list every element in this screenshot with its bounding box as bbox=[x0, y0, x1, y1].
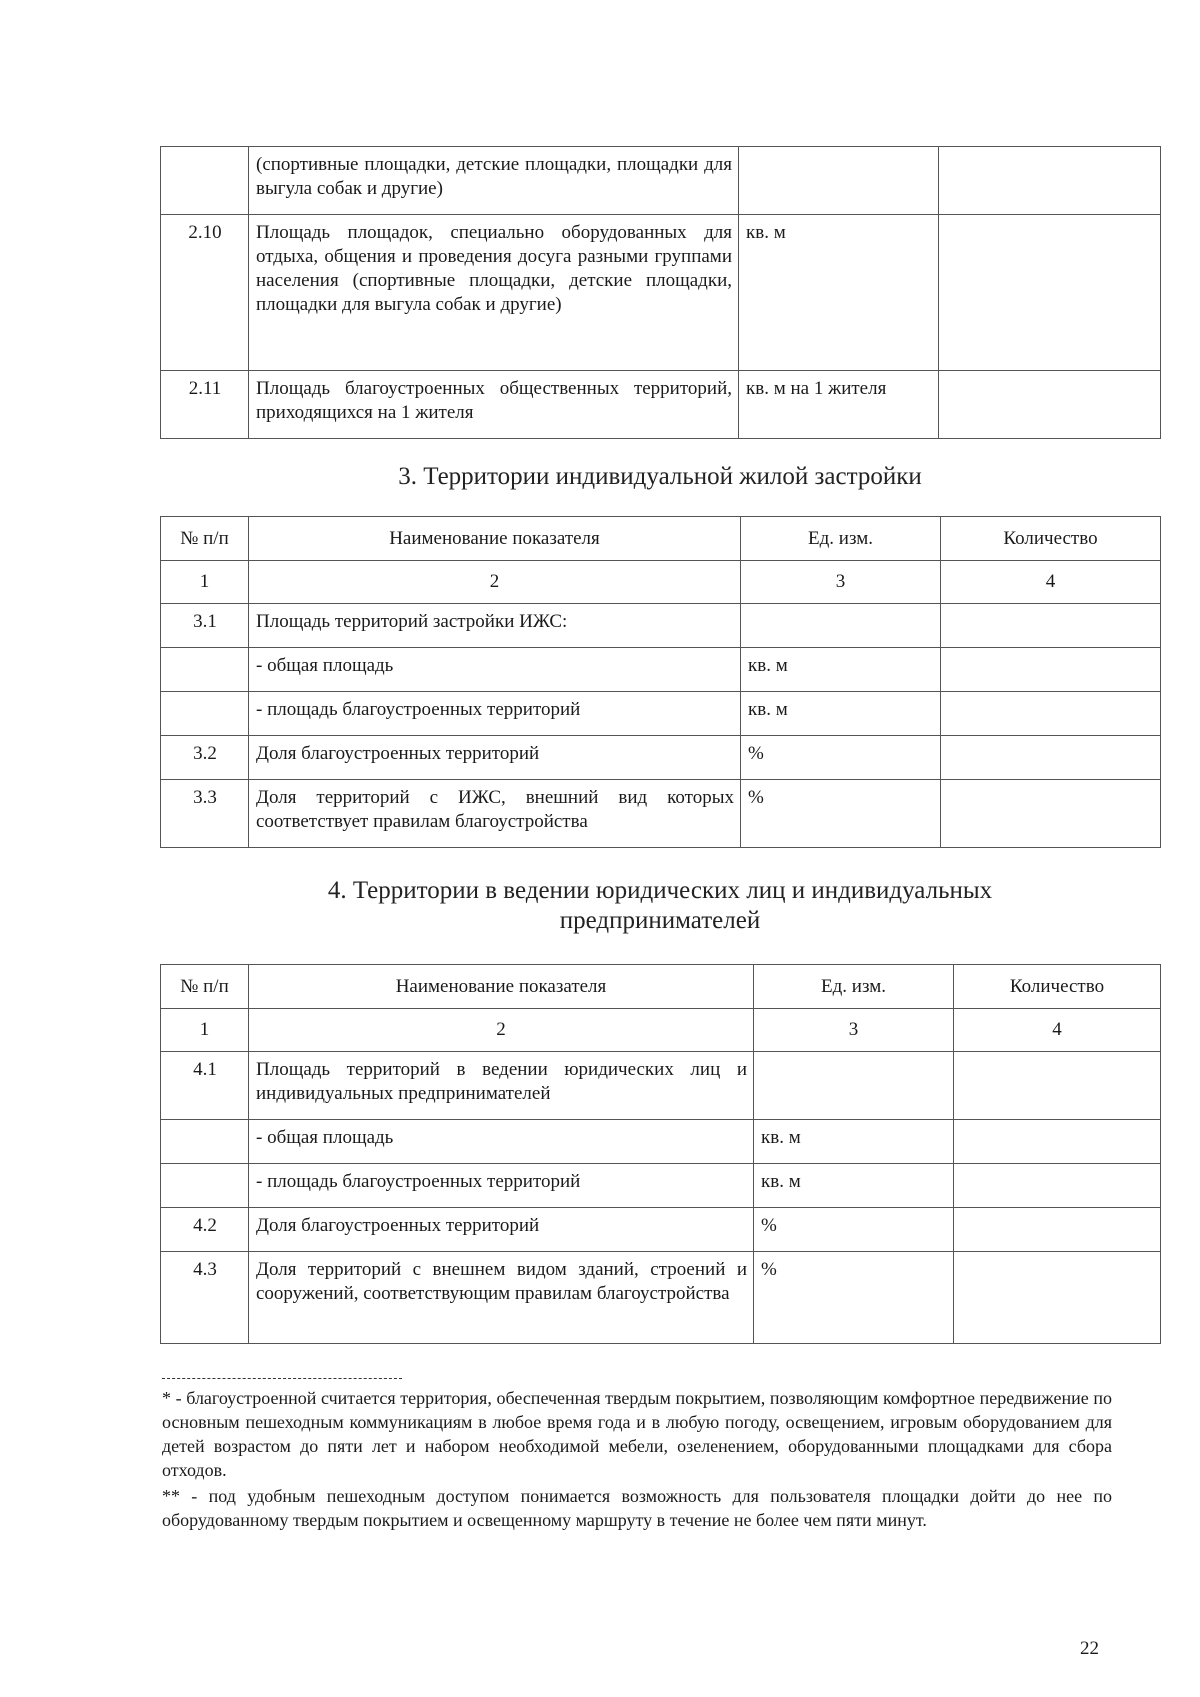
indicator-name: - общая площадь bbox=[249, 648, 741, 692]
unit: кв. м на 1 жителя bbox=[739, 371, 939, 439]
table-row bbox=[161, 371, 1161, 439]
column-number: 3 bbox=[741, 561, 941, 604]
quantity bbox=[941, 780, 1161, 848]
quantity bbox=[941, 604, 1161, 648]
table-row bbox=[161, 215, 1161, 371]
indicator-name: - площадь благоустроенных территорий bbox=[249, 692, 741, 736]
row-number bbox=[161, 692, 249, 736]
row-number: 2.11 bbox=[161, 371, 249, 439]
row-number: 2.10 bbox=[161, 215, 249, 371]
column-number: 4 bbox=[941, 561, 1161, 604]
unit: % bbox=[754, 1208, 954, 1252]
table-row bbox=[161, 780, 1161, 848]
indicator-name: - общая площадь bbox=[249, 1120, 754, 1164]
table-header-row bbox=[161, 965, 1161, 1009]
table-row bbox=[161, 1164, 1161, 1208]
row-number: 3.3 bbox=[161, 780, 249, 848]
quantity bbox=[941, 692, 1161, 736]
column-numbers-row bbox=[161, 1009, 1161, 1052]
quantity bbox=[941, 736, 1161, 780]
unit: кв. м bbox=[741, 648, 941, 692]
row-number bbox=[161, 1120, 249, 1164]
footnote: * - благоустроенной считается территория, обеспеченная твердым покрытием, позволяющим комфортное передвижение по основным пешеходным коммуникациям в любое время года и в любую погоду, освещением, игровым оборудованием для детей возрастом до пяти лет и набором необходимой мебели, озеленением, оборудованными площадками для сбора отходов. bbox=[162, 1388, 1112, 1480]
row-number: 3.1 bbox=[161, 604, 249, 648]
quantity bbox=[939, 371, 1161, 439]
unit bbox=[754, 1052, 954, 1120]
unit bbox=[739, 147, 939, 215]
quantity bbox=[954, 1052, 1161, 1120]
table-row bbox=[161, 1208, 1161, 1252]
footnote: ** - под удобным пешеходным доступом понимается возможность для пользователя площадки дойти до нее по оборудованному твердым покрытием и освещенному маршруту в течение не более чем пяти минут. bbox=[162, 1486, 1112, 1530]
table-row bbox=[161, 736, 1161, 780]
section-4-title bbox=[160, 876, 1160, 936]
unit: % bbox=[741, 736, 941, 780]
indicator-name: Площадь территорий в ведении юридических лиц и индивидуальных предпринимателей bbox=[249, 1052, 754, 1120]
unit bbox=[741, 604, 941, 648]
indicator-name: Площадь площадок, специально оборудованных для отдыха, общения и проведения досуга разными группами населения (спортивные площадки, детские площадки, площадки для выгула собак и другие) bbox=[249, 215, 739, 371]
header-number: № п/п bbox=[161, 965, 249, 1009]
column-number: 4 bbox=[954, 1009, 1161, 1052]
header-name: Наименование показателя bbox=[249, 517, 741, 561]
indicator-name: - площадь благоустроенных территорий bbox=[249, 1164, 754, 1208]
table-header-row bbox=[161, 517, 1161, 561]
column-number: 2 bbox=[249, 1009, 754, 1052]
page-number: 22 bbox=[1080, 1638, 1099, 1659]
table-row bbox=[161, 1252, 1161, 1344]
column-number: 1 bbox=[161, 1009, 249, 1052]
table-row bbox=[161, 692, 1161, 736]
header-quantity: Количество bbox=[941, 517, 1161, 561]
header-unit: Ед. изм. bbox=[754, 965, 954, 1009]
unit: кв. м bbox=[741, 692, 941, 736]
header-number: № п/п bbox=[161, 517, 249, 561]
indicator-name: Площадь благоустроенных общественных территорий, приходящихся на 1 жителя bbox=[249, 371, 739, 439]
unit: % bbox=[741, 780, 941, 848]
table-section-2 bbox=[160, 146, 1161, 439]
indicator-name: Доля благоустроенных территорий bbox=[249, 736, 741, 780]
unit: кв. м bbox=[739, 215, 939, 371]
quantity bbox=[954, 1120, 1161, 1164]
section-4-title-line-2: предпринимателей bbox=[559, 907, 761, 934]
header-name: Наименование показателя bbox=[249, 965, 754, 1009]
row-number: 4.1 bbox=[161, 1052, 249, 1120]
quantity bbox=[954, 1208, 1161, 1252]
column-number: 1 bbox=[161, 561, 249, 604]
table-row bbox=[161, 648, 1161, 692]
row-number bbox=[161, 648, 249, 692]
unit: кв. м bbox=[754, 1164, 954, 1208]
header-unit: Ед. изм. bbox=[741, 517, 941, 561]
column-number: 2 bbox=[249, 561, 741, 604]
quantity bbox=[954, 1164, 1161, 1208]
indicator-name: Площадь территорий застройки ИЖС: bbox=[249, 604, 741, 648]
quantity bbox=[954, 1252, 1161, 1344]
column-numbers-row bbox=[161, 561, 1161, 604]
indicator-name: Доля территорий с внешнем видом зданий, строений и сооружений, соответствующим правилам благоустройства bbox=[249, 1252, 754, 1344]
indicator-name: Доля благоустроенных территорий bbox=[249, 1208, 754, 1252]
table-row bbox=[161, 1052, 1161, 1120]
unit: кв. м bbox=[754, 1120, 954, 1164]
row-number bbox=[161, 1164, 249, 1208]
row-number bbox=[161, 147, 249, 215]
quantity bbox=[939, 215, 1161, 371]
footnote-separator bbox=[162, 1378, 402, 1379]
column-number: 3 bbox=[754, 1009, 954, 1052]
section-4-title-line-1: 4. Территории в ведении юридических лиц и индивидуальных bbox=[327, 877, 993, 904]
table-row bbox=[161, 604, 1161, 648]
row-number: 4.2 bbox=[161, 1208, 249, 1252]
section-3-title: 3. Территории индивидуальной жилой застройки bbox=[398, 463, 922, 490]
table-row bbox=[161, 147, 1161, 215]
indicator-name: (спортивные площадки, детские площадки, площадки для выгула собак и другие) bbox=[249, 147, 739, 215]
indicator-name: Доля территорий с ИЖС, внешний вид которых соответствует правилам благоустройства bbox=[249, 780, 741, 848]
quantity bbox=[941, 648, 1161, 692]
table-section-4 bbox=[160, 964, 1161, 1344]
table-row bbox=[161, 1120, 1161, 1164]
footnotes bbox=[162, 1386, 1112, 1534]
table-section-3 bbox=[160, 516, 1161, 848]
quantity bbox=[939, 147, 1161, 215]
unit: % bbox=[754, 1252, 954, 1344]
row-number: 4.3 bbox=[161, 1252, 249, 1344]
header-quantity: Количество bbox=[954, 965, 1161, 1009]
row-number: 3.2 bbox=[161, 736, 249, 780]
